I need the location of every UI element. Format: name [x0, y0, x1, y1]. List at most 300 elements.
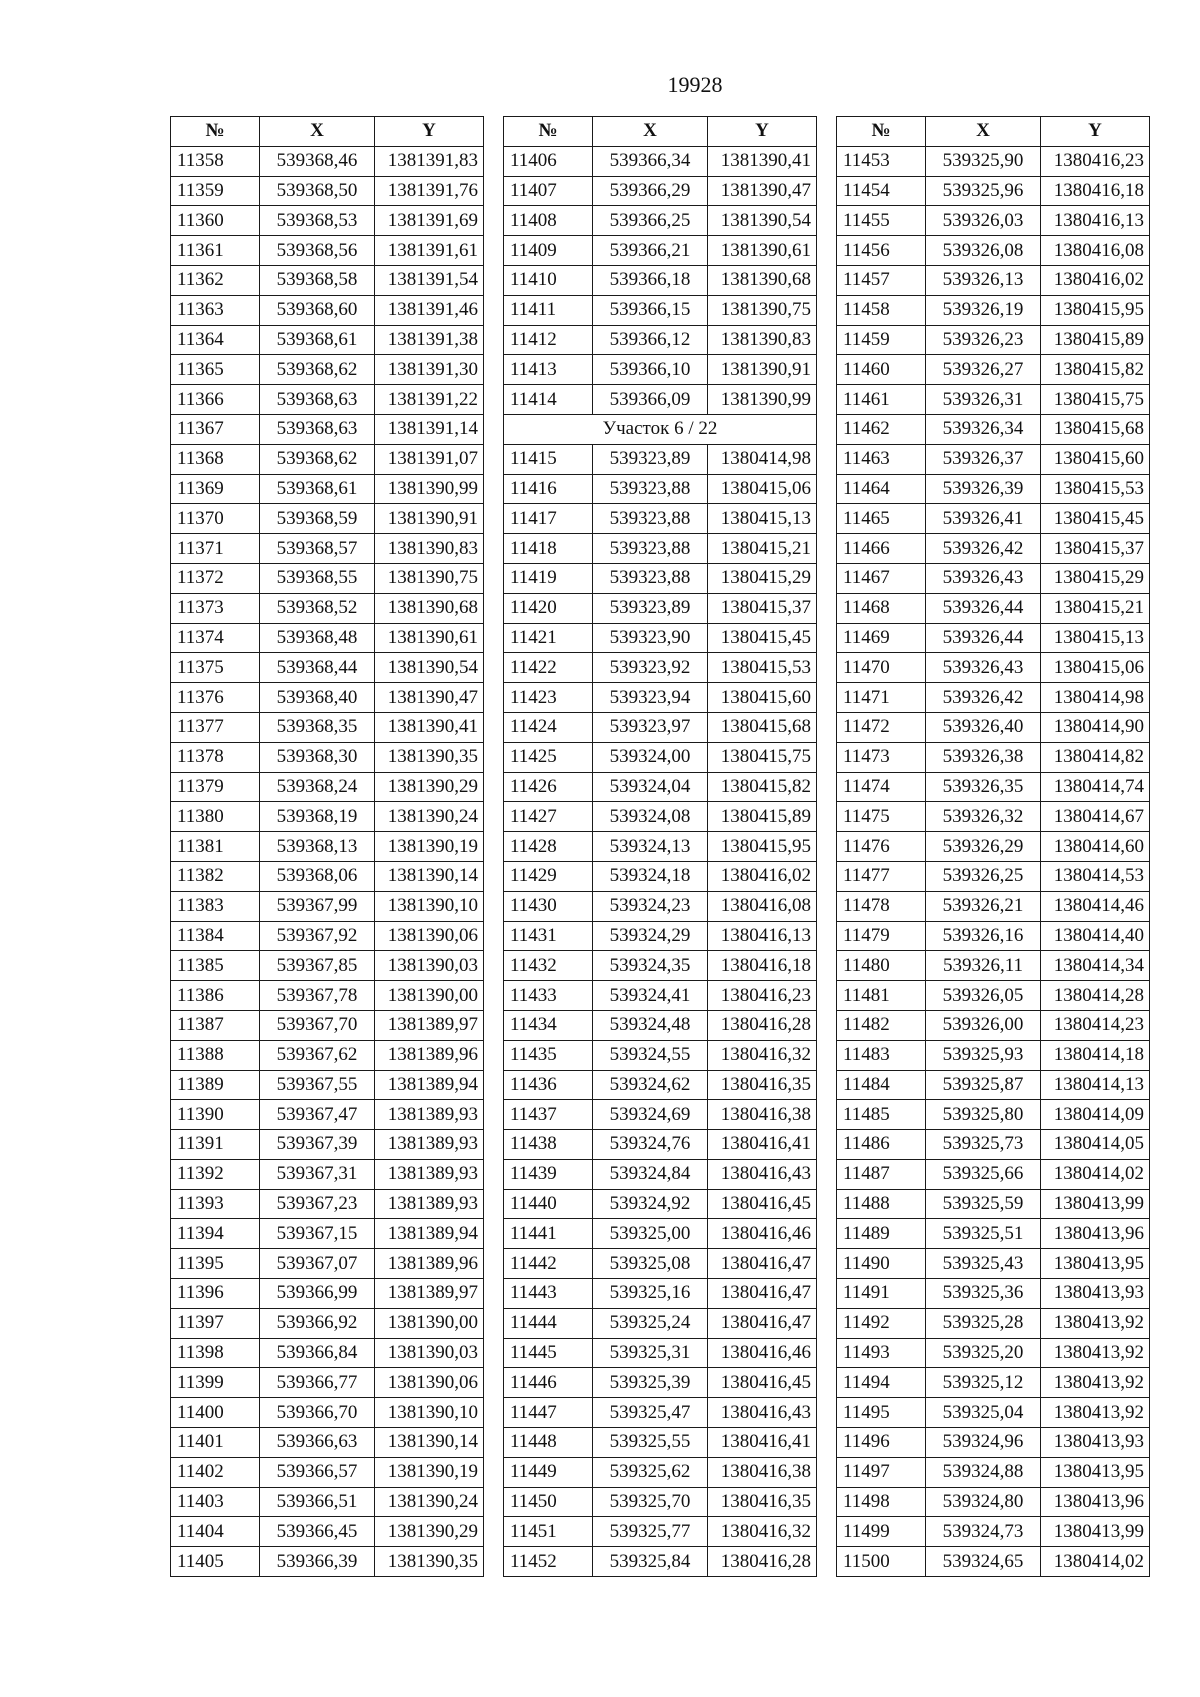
x-coordinate-cell: 539368,40 [260, 683, 375, 713]
point-number-cell: 11477 [837, 861, 926, 891]
table-row [837, 444, 1150, 474]
y-coordinate-cell: 1381390,14 [375, 861, 484, 891]
point-number-cell: 11440 [504, 1189, 593, 1219]
y-coordinate-cell: 1380413,92 [1041, 1308, 1150, 1338]
point-number-cell: 11499 [837, 1517, 926, 1547]
y-coordinate-cell: 1381389,93 [375, 1100, 484, 1130]
point-number-cell: 11402 [171, 1457, 260, 1487]
x-coordinate-cell: 539323,89 [593, 444, 708, 474]
table-row [171, 802, 484, 832]
point-number-cell: 11387 [171, 1010, 260, 1040]
x-coordinate-cell: 539326,25 [926, 861, 1041, 891]
point-number-cell: 11403 [171, 1487, 260, 1517]
x-coordinate-cell: 539323,88 [593, 563, 708, 593]
point-number-cell: 11468 [837, 593, 926, 623]
y-coordinate-cell: 1381390,35 [375, 1547, 484, 1577]
point-number-cell: 11400 [171, 1398, 260, 1428]
table-row [504, 474, 817, 504]
y-coordinate-cell: 1380415,37 [708, 593, 817, 623]
header-no: № [504, 117, 593, 147]
table-row [171, 772, 484, 802]
x-coordinate-cell: 539366,09 [593, 385, 708, 415]
x-coordinate-cell: 539325,59 [926, 1189, 1041, 1219]
y-coordinate-cell: 1380414,98 [1041, 683, 1150, 713]
table-row [504, 712, 817, 742]
table-row [504, 951, 817, 981]
x-coordinate-cell: 539325,80 [926, 1100, 1041, 1130]
point-number-cell: 11428 [504, 832, 593, 862]
x-coordinate-cell: 539323,88 [593, 474, 708, 504]
point-number-cell: 11417 [504, 504, 593, 534]
table-row [171, 981, 484, 1011]
x-coordinate-cell: 539325,84 [593, 1547, 708, 1577]
point-number-cell: 11479 [837, 921, 926, 951]
point-number-cell: 11360 [171, 206, 260, 236]
y-coordinate-cell: 1380416,18 [1041, 176, 1150, 206]
y-coordinate-cell: 1380413,99 [1041, 1517, 1150, 1547]
point-number-cell: 11389 [171, 1070, 260, 1100]
x-coordinate-cell: 539325,66 [926, 1159, 1041, 1189]
y-coordinate-cell: 1380414,28 [1041, 981, 1150, 1011]
x-coordinate-cell: 539324,48 [593, 1010, 708, 1040]
y-coordinate-cell: 1381390,83 [708, 325, 817, 355]
point-number-cell: 11458 [837, 295, 926, 325]
x-coordinate-cell: 539368,56 [260, 236, 375, 266]
point-number-cell: 11408 [504, 206, 593, 236]
y-coordinate-cell: 1381390,54 [375, 653, 484, 683]
y-coordinate-cell: 1380413,95 [1041, 1249, 1150, 1279]
y-coordinate-cell: 1380416,28 [708, 1547, 817, 1577]
table-row [504, 1130, 817, 1160]
y-coordinate-cell: 1381390,99 [375, 474, 484, 504]
y-coordinate-cell: 1380415,37 [1041, 534, 1150, 564]
y-coordinate-cell: 1380414,53 [1041, 861, 1150, 891]
table-row [837, 1547, 1150, 1577]
point-number-cell: 11455 [837, 206, 926, 236]
point-number-cell: 11364 [171, 325, 260, 355]
x-coordinate-cell: 539367,47 [260, 1100, 375, 1130]
y-coordinate-cell: 1380414,34 [1041, 951, 1150, 981]
point-number-cell: 11484 [837, 1070, 926, 1100]
point-number-cell: 11423 [504, 683, 593, 713]
table-row [837, 891, 1150, 921]
y-coordinate-cell: 1381389,97 [375, 1010, 484, 1040]
y-coordinate-cell: 1381390,10 [375, 1398, 484, 1428]
x-coordinate-cell: 539324,18 [593, 861, 708, 891]
point-number-cell: 11406 [504, 146, 593, 176]
table-row [171, 385, 484, 415]
point-number-cell: 11383 [171, 891, 260, 921]
table-row [837, 1517, 1150, 1547]
point-number-cell: 11394 [171, 1219, 260, 1249]
point-number-cell: 11370 [171, 504, 260, 534]
x-coordinate-cell: 539366,92 [260, 1308, 375, 1338]
coordinates-table-2 [503, 116, 817, 1577]
y-coordinate-cell: 1381389,93 [375, 1189, 484, 1219]
table-row [504, 444, 817, 474]
y-coordinate-cell: 1380414,74 [1041, 772, 1150, 802]
point-number-cell: 11493 [837, 1338, 926, 1368]
table-row [171, 1398, 484, 1428]
y-coordinate-cell: 1381390,99 [708, 385, 817, 415]
y-coordinate-cell: 1380416,41 [708, 1130, 817, 1160]
point-number-cell: 11384 [171, 921, 260, 951]
point-number-cell: 11467 [837, 563, 926, 593]
x-coordinate-cell: 539326,32 [926, 802, 1041, 832]
x-coordinate-cell: 539326,27 [926, 355, 1041, 385]
x-coordinate-cell: 539368,60 [260, 295, 375, 325]
x-coordinate-cell: 539366,51 [260, 1487, 375, 1517]
table-row [837, 295, 1150, 325]
table-row [171, 146, 484, 176]
table-row [837, 1368, 1150, 1398]
y-coordinate-cell: 1380413,92 [1041, 1338, 1150, 1368]
y-coordinate-cell: 1380413,99 [1041, 1189, 1150, 1219]
point-number-cell: 11449 [504, 1457, 593, 1487]
table-row [171, 712, 484, 742]
table-row [837, 1189, 1150, 1219]
y-coordinate-cell: 1380414,05 [1041, 1130, 1150, 1160]
y-coordinate-cell: 1380415,53 [1041, 474, 1150, 504]
x-coordinate-cell: 539366,45 [260, 1517, 375, 1547]
point-number-cell: 11462 [837, 414, 926, 444]
point-number-cell: 11380 [171, 802, 260, 832]
header-x: X [260, 117, 375, 147]
y-coordinate-cell: 1380413,92 [1041, 1398, 1150, 1428]
table-row [171, 623, 484, 653]
table-row [837, 832, 1150, 862]
point-number-cell: 11473 [837, 742, 926, 772]
point-number-cell: 11445 [504, 1338, 593, 1368]
point-number-cell: 11361 [171, 236, 260, 266]
x-coordinate-cell: 539324,62 [593, 1070, 708, 1100]
x-coordinate-cell: 539326,37 [926, 444, 1041, 474]
table-row [837, 236, 1150, 266]
point-number-cell: 11474 [837, 772, 926, 802]
table-header-row [504, 117, 817, 147]
x-coordinate-cell: 539368,46 [260, 146, 375, 176]
table-row [504, 772, 817, 802]
table-row [171, 444, 484, 474]
x-coordinate-cell: 539324,04 [593, 772, 708, 802]
table-header-row [171, 117, 484, 147]
y-coordinate-cell: 1380414,13 [1041, 1070, 1150, 1100]
x-coordinate-cell: 539367,31 [260, 1159, 375, 1189]
x-coordinate-cell: 539326,42 [926, 534, 1041, 564]
table-row [171, 325, 484, 355]
table-row [837, 861, 1150, 891]
y-coordinate-cell: 1380414,40 [1041, 921, 1150, 951]
point-number-cell: 11471 [837, 683, 926, 713]
table-row [504, 146, 817, 176]
y-coordinate-cell: 1380413,92 [1041, 1368, 1150, 1398]
y-coordinate-cell: 1380416,32 [708, 1040, 817, 1070]
x-coordinate-cell: 539368,44 [260, 653, 375, 683]
y-coordinate-cell: 1381389,94 [375, 1070, 484, 1100]
table-row [171, 1249, 484, 1279]
point-number-cell: 11415 [504, 444, 593, 474]
table-row [837, 1279, 1150, 1309]
table-row [504, 861, 817, 891]
table-row [504, 563, 817, 593]
y-coordinate-cell: 1380414,02 [1041, 1159, 1150, 1189]
table-row [504, 206, 817, 236]
table-row [837, 683, 1150, 713]
point-number-cell: 11497 [837, 1457, 926, 1487]
point-number-cell: 11421 [504, 623, 593, 653]
y-coordinate-cell: 1380416,46 [708, 1338, 817, 1368]
point-number-cell: 11429 [504, 861, 593, 891]
point-number-cell: 11486 [837, 1130, 926, 1160]
x-coordinate-cell: 539366,39 [260, 1547, 375, 1577]
point-number-cell: 11463 [837, 444, 926, 474]
point-number-cell: 11498 [837, 1487, 926, 1517]
x-coordinate-cell: 539366,57 [260, 1457, 375, 1487]
point-number-cell: 11392 [171, 1159, 260, 1189]
x-coordinate-cell: 539324,84 [593, 1159, 708, 1189]
table-row [837, 1010, 1150, 1040]
y-coordinate-cell: 1380415,21 [708, 534, 817, 564]
table-row [171, 206, 484, 236]
y-coordinate-cell: 1381390,75 [708, 295, 817, 325]
x-coordinate-cell: 539323,89 [593, 593, 708, 623]
point-number-cell: 11482 [837, 1010, 926, 1040]
x-coordinate-cell: 539325,04 [926, 1398, 1041, 1428]
point-number-cell: 11450 [504, 1487, 593, 1517]
y-coordinate-cell: 1380414,09 [1041, 1100, 1150, 1130]
x-coordinate-cell: 539326,16 [926, 921, 1041, 951]
y-coordinate-cell: 1381389,93 [375, 1159, 484, 1189]
y-coordinate-cell: 1381390,06 [375, 921, 484, 951]
y-coordinate-cell: 1380414,23 [1041, 1010, 1150, 1040]
x-coordinate-cell: 539324,80 [926, 1487, 1041, 1517]
table-row [837, 1308, 1150, 1338]
x-coordinate-cell: 539325,47 [593, 1398, 708, 1428]
point-number-cell: 11422 [504, 653, 593, 683]
point-number-cell: 11460 [837, 355, 926, 385]
x-coordinate-cell: 539324,73 [926, 1517, 1041, 1547]
point-number-cell: 11461 [837, 385, 926, 415]
table-row [837, 802, 1150, 832]
x-coordinate-cell: 539368,50 [260, 176, 375, 206]
point-number-cell: 11359 [171, 176, 260, 206]
point-number-cell: 11494 [837, 1368, 926, 1398]
table-row [171, 1487, 484, 1517]
table-row [837, 534, 1150, 564]
point-number-cell: 11500 [837, 1547, 926, 1577]
point-number-cell: 11412 [504, 325, 593, 355]
y-coordinate-cell: 1380416,47 [708, 1308, 817, 1338]
y-coordinate-cell: 1381390,19 [375, 1457, 484, 1487]
point-number-cell: 11411 [504, 295, 593, 325]
x-coordinate-cell: 539326,34 [926, 414, 1041, 444]
y-coordinate-cell: 1381391,22 [375, 385, 484, 415]
x-coordinate-cell: 539368,62 [260, 444, 375, 474]
table-row [504, 742, 817, 772]
point-number-cell: 11385 [171, 951, 260, 981]
x-coordinate-cell: 539366,10 [593, 355, 708, 385]
header-x: X [593, 117, 708, 147]
point-number-cell: 11393 [171, 1189, 260, 1219]
point-number-cell: 11431 [504, 921, 593, 951]
x-coordinate-cell: 539324,35 [593, 951, 708, 981]
y-coordinate-cell: 1380414,67 [1041, 802, 1150, 832]
table-row [837, 1457, 1150, 1487]
table-row [837, 563, 1150, 593]
x-coordinate-cell: 539325,31 [593, 1338, 708, 1368]
table-row [171, 1457, 484, 1487]
x-coordinate-cell: 539367,07 [260, 1249, 375, 1279]
table-row [837, 265, 1150, 295]
table-row [837, 1070, 1150, 1100]
point-number-cell: 11457 [837, 265, 926, 295]
x-coordinate-cell: 539326,41 [926, 504, 1041, 534]
y-coordinate-cell: 1381391,38 [375, 325, 484, 355]
point-number-cell: 11425 [504, 742, 593, 772]
y-coordinate-cell: 1380415,89 [708, 802, 817, 832]
table-row [504, 802, 817, 832]
y-coordinate-cell: 1381391,14 [375, 414, 484, 444]
point-number-cell: 11466 [837, 534, 926, 564]
y-coordinate-cell: 1381390,61 [375, 623, 484, 653]
x-coordinate-cell: 539323,88 [593, 534, 708, 564]
y-coordinate-cell: 1380416,28 [708, 1010, 817, 1040]
x-coordinate-cell: 539326,43 [926, 563, 1041, 593]
section-label: Участок 6 / 22 [504, 414, 817, 444]
y-coordinate-cell: 1380416,38 [708, 1457, 817, 1487]
x-coordinate-cell: 539366,21 [593, 236, 708, 266]
coordinates-table-3 [836, 116, 1150, 1577]
table-row [171, 1159, 484, 1189]
y-coordinate-cell: 1381391,76 [375, 176, 484, 206]
point-number-cell: 11435 [504, 1040, 593, 1070]
point-number-cell: 11374 [171, 623, 260, 653]
point-number-cell: 11419 [504, 563, 593, 593]
point-number-cell: 11437 [504, 1100, 593, 1130]
point-number-cell: 11365 [171, 355, 260, 385]
x-coordinate-cell: 539326,05 [926, 981, 1041, 1011]
point-number-cell: 11424 [504, 712, 593, 742]
table-row [504, 1219, 817, 1249]
table-row [837, 1249, 1150, 1279]
y-coordinate-cell: 1380415,13 [1041, 623, 1150, 653]
table-row [837, 1338, 1150, 1368]
point-number-cell: 11476 [837, 832, 926, 862]
x-coordinate-cell: 539326,23 [926, 325, 1041, 355]
point-number-cell: 11420 [504, 593, 593, 623]
table-row [171, 742, 484, 772]
y-coordinate-cell: 1380415,45 [1041, 504, 1150, 534]
table-row [171, 504, 484, 534]
point-number-cell: 11492 [837, 1308, 926, 1338]
y-coordinate-cell: 1380416,23 [1041, 146, 1150, 176]
y-coordinate-cell: 1381390,06 [375, 1368, 484, 1398]
table-row [504, 832, 817, 862]
x-coordinate-cell: 539324,29 [593, 921, 708, 951]
x-coordinate-cell: 539325,62 [593, 1457, 708, 1487]
y-coordinate-cell: 1380416,47 [708, 1249, 817, 1279]
x-coordinate-cell: 539366,84 [260, 1338, 375, 1368]
x-coordinate-cell: 539326,00 [926, 1010, 1041, 1040]
point-number-cell: 11388 [171, 1040, 260, 1070]
y-coordinate-cell: 1380413,93 [1041, 1279, 1150, 1309]
point-number-cell: 11491 [837, 1279, 926, 1309]
point-number-cell: 11378 [171, 742, 260, 772]
x-coordinate-cell: 539325,73 [926, 1130, 1041, 1160]
y-coordinate-cell: 1380414,82 [1041, 742, 1150, 772]
table-row [837, 1130, 1150, 1160]
y-coordinate-cell: 1380416,08 [708, 891, 817, 921]
point-number-cell: 11490 [837, 1249, 926, 1279]
y-coordinate-cell: 1380414,46 [1041, 891, 1150, 921]
point-number-cell: 11436 [504, 1070, 593, 1100]
x-coordinate-cell: 539366,34 [593, 146, 708, 176]
table-row [504, 1398, 817, 1428]
x-coordinate-cell: 539326,13 [926, 265, 1041, 295]
table-row [171, 176, 484, 206]
y-coordinate-cell: 1380416,08 [1041, 236, 1150, 266]
x-coordinate-cell: 539326,08 [926, 236, 1041, 266]
table-row [837, 1100, 1150, 1130]
x-coordinate-cell: 539325,24 [593, 1308, 708, 1338]
table-row [504, 1308, 817, 1338]
coordinates-table-1 [170, 116, 484, 1577]
point-number-cell: 11441 [504, 1219, 593, 1249]
x-coordinate-cell: 539367,99 [260, 891, 375, 921]
table-row [837, 1159, 1150, 1189]
y-coordinate-cell: 1380416,45 [708, 1368, 817, 1398]
x-coordinate-cell: 539324,65 [926, 1547, 1041, 1577]
y-coordinate-cell: 1380416,43 [708, 1398, 817, 1428]
table-row [504, 1547, 817, 1577]
point-number-cell: 11398 [171, 1338, 260, 1368]
point-number-cell: 11407 [504, 176, 593, 206]
table-row [171, 534, 484, 564]
table-row [504, 385, 817, 415]
y-coordinate-cell: 1381390,00 [375, 981, 484, 1011]
y-coordinate-cell: 1380415,68 [708, 712, 817, 742]
point-number-cell: 11488 [837, 1189, 926, 1219]
point-number-cell: 11371 [171, 534, 260, 564]
table-row [504, 325, 817, 355]
y-coordinate-cell: 1380416,13 [1041, 206, 1150, 236]
y-coordinate-cell: 1381390,03 [375, 951, 484, 981]
point-number-cell: 11446 [504, 1368, 593, 1398]
table-row [171, 236, 484, 266]
table-row [171, 563, 484, 593]
table-row [171, 414, 484, 444]
x-coordinate-cell: 539325,87 [926, 1070, 1041, 1100]
point-number-cell: 11373 [171, 593, 260, 623]
x-coordinate-cell: 539324,55 [593, 1040, 708, 1070]
y-coordinate-cell: 1380415,13 [708, 504, 817, 534]
x-coordinate-cell: 539323,90 [593, 623, 708, 653]
y-coordinate-cell: 1381391,46 [375, 295, 484, 325]
point-number-cell: 11487 [837, 1159, 926, 1189]
x-coordinate-cell: 539368,30 [260, 742, 375, 772]
x-coordinate-cell: 539366,63 [260, 1428, 375, 1458]
x-coordinate-cell: 539366,15 [593, 295, 708, 325]
x-coordinate-cell: 539366,99 [260, 1279, 375, 1309]
x-coordinate-cell: 539368,19 [260, 802, 375, 832]
x-coordinate-cell: 539366,25 [593, 206, 708, 236]
point-number-cell: 11410 [504, 265, 593, 295]
y-coordinate-cell: 1380416,47 [708, 1279, 817, 1309]
x-coordinate-cell: 539325,96 [926, 176, 1041, 206]
table-row [171, 1368, 484, 1398]
y-coordinate-cell: 1381390,35 [375, 742, 484, 772]
y-coordinate-cell: 1381389,93 [375, 1130, 484, 1160]
